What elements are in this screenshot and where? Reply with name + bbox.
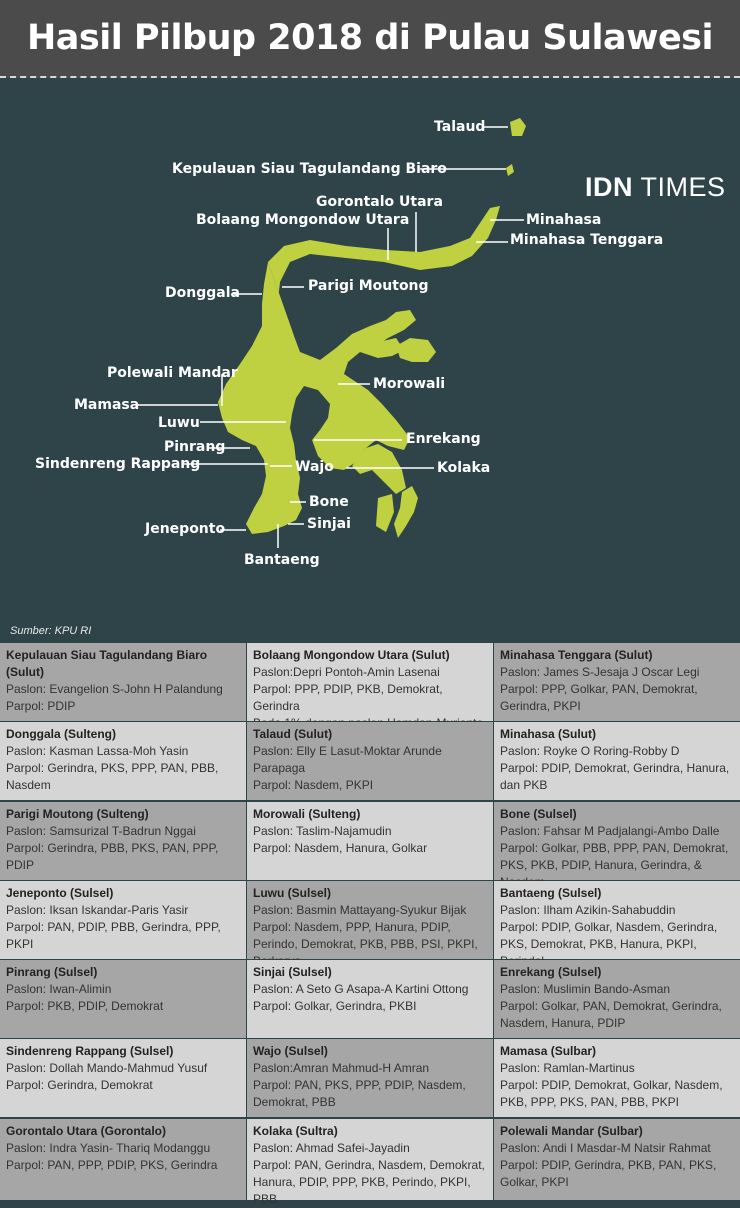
map-label-polewali-mandar: Polewali Mandar bbox=[107, 365, 238, 381]
result-cell bbox=[494, 722, 740, 800]
result-title: Minahasa (Sulut) bbox=[500, 727, 597, 741]
map-label-luwu: Luwu bbox=[158, 415, 200, 431]
result-title: Bantaeng (Sulsel) bbox=[500, 886, 602, 900]
result-line: Paslon: Basmin Mattayang-Syukur Bijak bbox=[253, 903, 467, 917]
result-line: Paslon: Fahsar M Padjalangi-Ambo Dalle bbox=[500, 824, 720, 838]
result-cell bbox=[247, 960, 493, 1038]
result-cell bbox=[494, 1039, 740, 1117]
result-line: Parpol: Nasdem, PKPI bbox=[253, 778, 374, 792]
result-title: Sindenreng Rappang (Sulsel) bbox=[6, 1044, 174, 1058]
result-title: Polewali Mandar (Sulbar) bbox=[500, 1124, 643, 1138]
result-title: Pinrang (Sulsel) bbox=[6, 965, 98, 979]
result-cell bbox=[247, 881, 493, 959]
result-line: Paslon: Ramlan-Martinus bbox=[500, 1061, 635, 1075]
result-line: Paslon: Ahmad Safei-Jayadin bbox=[253, 1141, 410, 1155]
result-line: Paslon: Iwan-Alimin bbox=[6, 982, 112, 996]
result-title: Jeneponto (Sulsel) bbox=[6, 886, 114, 900]
result-line: Parpol: PDIP, Golkar, Nasdem, Gerindra, PKS, Demokrat, PKB, Hanura, PKPI, bbox=[500, 920, 718, 951]
result-title: Kepulauan Siau Tagulandang Biaro (Sulut) bbox=[6, 648, 208, 679]
result-line: Paslon: Royke O Roring-Robby D bbox=[500, 744, 680, 758]
result-cell bbox=[494, 802, 740, 880]
result-cell bbox=[494, 960, 740, 1038]
map-label-enrekang: Enrekang bbox=[406, 431, 481, 447]
header-divider bbox=[0, 76, 740, 78]
result-line: Parpol: PAN, PPP, PDIP, PKS, Gerindra bbox=[6, 1158, 218, 1172]
map-label-minahasa: Minahasa bbox=[526, 212, 602, 228]
result-title: Mamasa (Sulbar) bbox=[500, 1044, 597, 1058]
result-line: Parpol: Gerindra, PKS, PPP, PAN, PBB, Nasdem bbox=[6, 761, 219, 792]
result-line: Paslon: Dollah Mando-Mahmud Yusuf bbox=[6, 1061, 208, 1075]
map-label-sinjai: Sinjai bbox=[307, 516, 351, 532]
result-title: Enrekang (Sulsel) bbox=[500, 965, 602, 979]
results-table bbox=[0, 643, 740, 1206]
header bbox=[0, 0, 740, 78]
result-line: Parpol: PDIP, Demokrat, Golkar, Nasdem, PKB, PPP, PKS, PAN, PBB, PKPI bbox=[500, 1078, 723, 1109]
result-title: Minahasa Tenggara (Sulut) bbox=[500, 648, 653, 662]
result-cell bbox=[0, 643, 246, 721]
logo-brand: IDN bbox=[585, 172, 633, 202]
result-line: Paslon: Kasman Lassa-Moh Yasin bbox=[6, 744, 189, 758]
result-cell bbox=[247, 1119, 493, 1206]
result-title: Gorontalo Utara (Gorontalo) bbox=[6, 1124, 166, 1138]
map-label-bolaang-mongondow-utara: Bolaang Mongondow Utara bbox=[196, 212, 410, 228]
result-line: Paslon: Evangelion S-John H Palandung bbox=[6, 682, 223, 696]
result-line: Parpol: Golkar, PAN, Demokrat, Gerindra, Nasdem, Hanura, PDIP bbox=[500, 999, 722, 1030]
result-line: Parpol: PDIP bbox=[6, 699, 76, 713]
result-title: Parigi Moutong (Sulteng) bbox=[6, 807, 149, 821]
result-cell bbox=[247, 643, 493, 721]
result-line: Paslon: A Seto G Asapa-A Kartini Ottong bbox=[253, 982, 469, 996]
map-label-pinrang: Pinrang bbox=[164, 439, 226, 455]
map-label-kolaka: Kolaka bbox=[437, 460, 491, 476]
result-cell bbox=[0, 802, 246, 880]
result-cell bbox=[494, 881, 740, 959]
logo-suffix: TIMES bbox=[640, 172, 726, 202]
result-cell bbox=[0, 1119, 246, 1200]
map-label-siau: Kepulauan Siau Tagulandang Biaro bbox=[172, 161, 447, 177]
result-line: Parpol: PKB, PDIP, Demokrat bbox=[6, 999, 164, 1013]
result-line: Parpol: PAN, PDIP, PBB, Gerindra, PPP, PKPI bbox=[6, 920, 221, 951]
result-line: Parpol: PDIP, Gerindra, PKB, PAN, PKS, Golkar, PKPI bbox=[500, 1158, 717, 1189]
result-line: Parpol: PAN, Gerindra, Nasdem, Demokrat, Hanura, PDIP, PPP, PKB, Perindo, PKPI, PBB bbox=[253, 1158, 485, 1206]
result-title: Bolaang Mongondow Utara (Sulut) bbox=[253, 648, 450, 662]
result-cell bbox=[0, 960, 246, 1038]
result-cell bbox=[247, 802, 493, 880]
result-line: Paslon: Elly E Lasut-Moktar Arunde Parapaga bbox=[253, 744, 442, 775]
result-cell bbox=[494, 643, 740, 721]
result-line: Paslon: Ilham Azikin-Sahabuddin bbox=[500, 903, 676, 917]
idn-times-logo bbox=[585, 172, 726, 203]
result-line: Paslon: Andi I Masdar-M Natsir Rahmat bbox=[500, 1141, 711, 1155]
source-note: Sumber: KPU RI bbox=[10, 625, 92, 637]
result-line: Paslon: Taslim-Najamudin bbox=[253, 824, 392, 838]
map-label-morowali: Morowali bbox=[373, 376, 446, 392]
result-line: Parpol: PPP, PDIP, PKB, Demokrat, Gerindra bbox=[253, 682, 443, 713]
map-label-donggala: Donggala bbox=[165, 285, 240, 301]
result-line: Paslon: James S-Jesaja J Oscar Legi bbox=[500, 665, 700, 679]
result-line: Parpol: Gerindra, PBB, PKS, PAN, PPP, PDIP bbox=[6, 841, 219, 872]
result-title: Morowali (Sulteng) bbox=[253, 807, 361, 821]
result-line: Parpol: Nasdem, Hanura, Golkar bbox=[253, 841, 428, 855]
result-title: Talaud (Sulut) bbox=[253, 727, 333, 741]
result-cell bbox=[0, 722, 246, 800]
result-line: Paslon: Iksan Iskandar-Paris Yasir bbox=[6, 903, 189, 917]
result-title: Donggala (Sulteng) bbox=[6, 727, 116, 741]
result-line: Parpol: PDIP, Demokrat, Gerindra, Hanura, dan PKB bbox=[500, 761, 730, 792]
result-title: Bone (Sulsel) bbox=[500, 807, 577, 821]
result-title: Kolaka (Sultra) bbox=[253, 1124, 338, 1138]
map-label-talaud: Talaud bbox=[434, 119, 486, 135]
result-line: Paslon:Amran Mahmud-H Amran bbox=[253, 1061, 430, 1075]
result-line: Paslon:Depri Pontoh-Amin Lasenai bbox=[253, 665, 440, 679]
map-label-bone: Bone bbox=[309, 494, 349, 510]
map-label-gorontalo-utara: Gorontalo Utara bbox=[316, 194, 443, 210]
result-line: Paslon: Samsurizal T-Badrun Nggai bbox=[6, 824, 196, 838]
page-title: Hasil Pilbup 2018 di Pulau Sulawesi bbox=[26, 18, 714, 58]
result-line: Paslon: Indra Yasin- Thariq Modanggu bbox=[6, 1141, 211, 1155]
result-line: Parpol: PPP, Golkar, PAN, Demokrat, Gerindra, PKPI bbox=[500, 682, 698, 713]
result-line: Paslon: Muslimin Bando-Asman bbox=[500, 982, 671, 996]
map-label-sindenreng-rappang: Sindenreng Rappang bbox=[35, 456, 201, 472]
result-title: Luwu (Sulsel) bbox=[253, 886, 331, 900]
map-label-wajo: Wajo bbox=[295, 459, 334, 475]
map-label-mamasa: Mamasa bbox=[74, 397, 140, 413]
result-line: Parpol: Golkar, PBB, PPP, PAN, Demokrat, PKS, PKB, PDIP, Hanura, Gerindra, & bbox=[500, 841, 729, 872]
result-line: Parpol: Golkar, Gerindra, PKBI bbox=[253, 999, 417, 1013]
result-cell bbox=[247, 722, 493, 800]
result-cell bbox=[494, 1119, 740, 1200]
result-title: Wajo (Sulsel) bbox=[253, 1044, 328, 1058]
result-cell bbox=[0, 1039, 246, 1117]
map-label-parigi-moutong: Parigi Moutong bbox=[308, 278, 429, 294]
map-label-bantaeng: Bantaeng bbox=[244, 552, 320, 568]
result-line: Parpol: Nasdem, PPP, Hanura, PDIP, Perindo, Demokrat, PKB, PBB, PSI, PKPI, bbox=[253, 920, 478, 951]
result-cell bbox=[247, 1039, 493, 1117]
map-label-jeneponto: Jeneponto bbox=[145, 521, 226, 537]
map-label-minahasa-tenggara: Minahasa Tenggara bbox=[510, 232, 664, 248]
result-line: Parpol: PAN, PKS, PPP, PDIP, Nasdem, Demokrat, PBB bbox=[253, 1078, 466, 1109]
result-cell bbox=[0, 881, 246, 959]
result-title: Sinjai (Sulsel) bbox=[253, 965, 332, 979]
result-line: Parpol: Gerindra, Demokrat bbox=[6, 1078, 153, 1092]
